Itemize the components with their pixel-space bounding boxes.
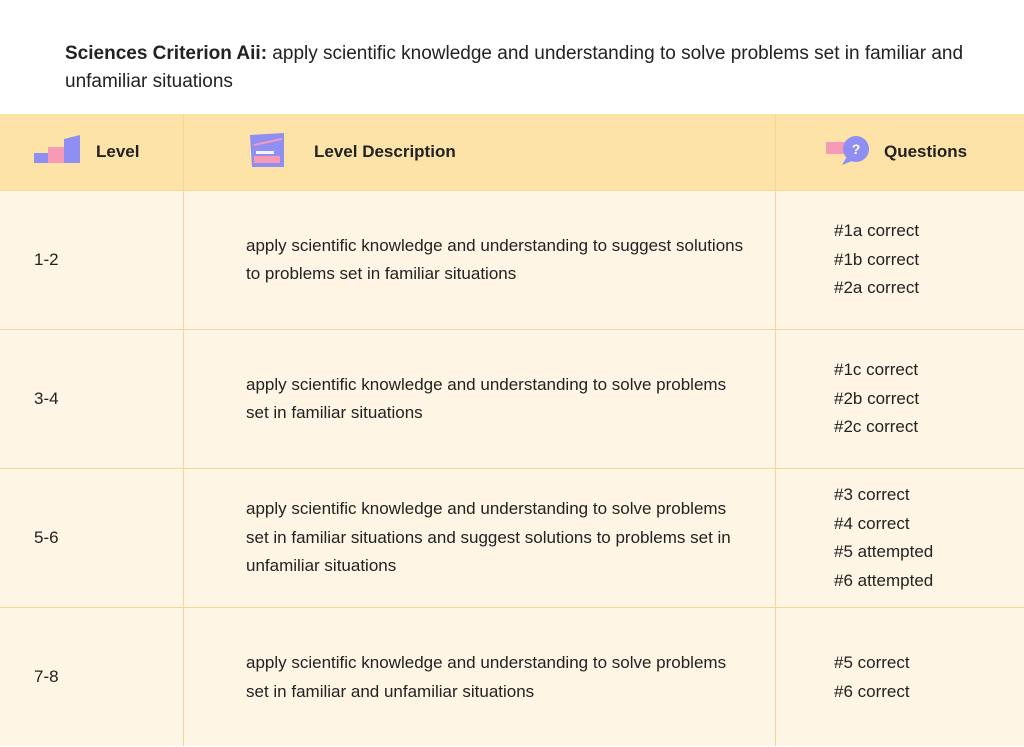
heading-text: apply scientific knowledge and understanding to solve problems set in familiar and unfamiliar situations — [65, 43, 964, 92]
question-item: #1c correct — [834, 360, 919, 380]
question-item: #6 attempted — [834, 570, 934, 590]
row-questions — [834, 469, 933, 607]
header-level — [34, 114, 139, 190]
row-description: apply scientific knowledge and understanding to solve problems set in familiar and unfamiliar situations — [246, 653, 727, 701]
question-bubble-icon — [826, 134, 872, 171]
row-description: apply scientific knowledge and understanding to solve problems set in familiar situations and suggest solutions to problems set in unfamiliar situations — [246, 499, 731, 576]
row-description: apply scientific knowledge and understanding to suggest solutions to problems set in familiar situations — [246, 235, 744, 283]
question-item: #4 correct — [834, 513, 910, 533]
question-item: #2b correct — [834, 388, 920, 408]
header-questions-label: Questions — [884, 142, 968, 161]
header-description — [248, 114, 456, 190]
question-item: #5 attempted — [834, 542, 934, 561]
question-item: #2a correct — [834, 278, 920, 298]
svg-text:?: ? — [851, 140, 861, 157]
table-row — [0, 329, 1024, 468]
question-item: #2c correct — [834, 417, 919, 437]
header-questions — [826, 114, 967, 190]
row-level: 7-8 — [34, 667, 59, 687]
table-row — [0, 190, 1024, 329]
question-item: #1b correct — [834, 249, 920, 269]
row-level: 3-4 — [34, 388, 59, 408]
column-divider — [775, 114, 776, 746]
header-level-label: Level — [96, 142, 140, 161]
heading-criterion: Sciences Criterion Aii: — [65, 43, 268, 64]
question-item: #6 correct — [834, 681, 910, 701]
row-level: 5-6 — [34, 527, 59, 547]
header-description-label: Level Description — [314, 142, 456, 161]
row-questions — [834, 608, 910, 747]
document-icon — [248, 131, 286, 174]
table-row — [0, 607, 1024, 747]
question-item: #3 correct — [834, 485, 910, 504]
row-questions — [834, 191, 919, 329]
row-level: 1-2 — [34, 249, 59, 269]
page-heading — [65, 40, 965, 96]
table-header — [0, 114, 1024, 190]
row-questions — [834, 330, 919, 468]
table-row — [0, 468, 1024, 607]
question-item: #5 correct — [834, 653, 910, 672]
bar-steps-icon — [34, 135, 82, 170]
question-item: #1a correct — [834, 221, 920, 241]
column-divider — [183, 114, 184, 746]
row-description: apply scientific knowledge and understanding to solve problems set in familiar situations — [246, 374, 727, 422]
criteria-table — [0, 114, 1024, 746]
